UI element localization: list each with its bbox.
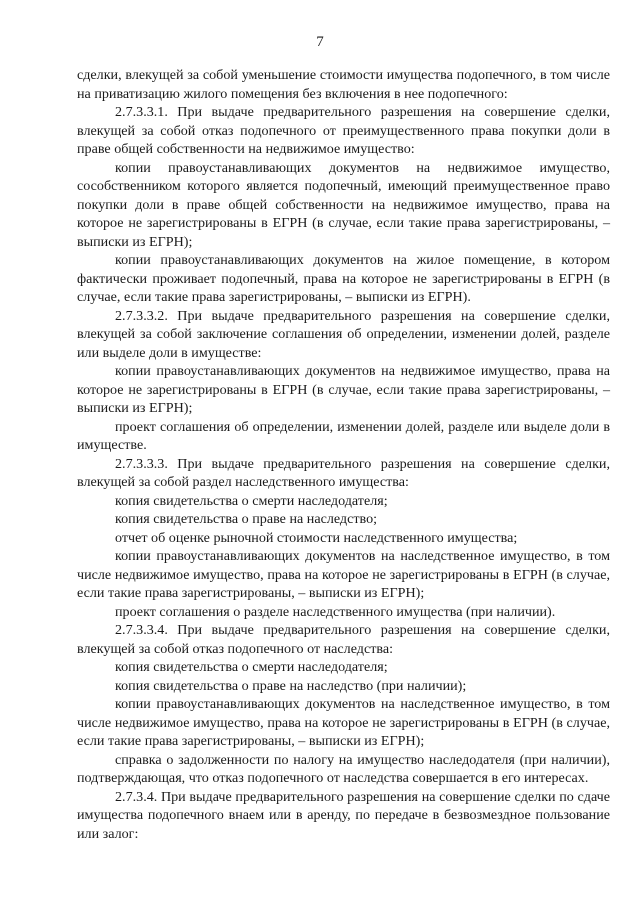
paragraph: 2.7.3.3.1. При выдаче предварительного разрешения на совершение сделки, влекущей за собой отказ подопечного от преимущественного права покупки доли в праве общей собственности на недвижимое имущество: (77, 104, 610, 157)
paragraph: сделки, влекущей за собой уменьшение стоимости имущества подопечного, в том числе на приватизацию жилого помещения без включения в нее подопечного: (77, 67, 610, 102)
paragraph: отчет об оценке рыночной стоимости наследственного имущества; (115, 529, 518, 546)
paragraph: 2.7.3.3.4. При выдаче предварительного разрешения на совершение сделки, влекущей за собой отказ подопечного от наследства: (77, 622, 610, 657)
paragraph: 2.7.3.4. При выдаче предварительного разрешения на совершение сделки по сдаче имущества подопечного внаем или в аренду, по передаче в безвозмездное пользование или залог: (77, 788, 610, 842)
paragraph: копия свидетельства о праве на наследство; (115, 511, 378, 527)
paragraph: копии правоустанавливающих документов на недвижимое имущество, права на которое не зарегистрированы в ЕГРН (в случае, если такие права зарегистрированы, – выписки из ЕГРН); (77, 363, 610, 416)
paragraph: копия свидетельства о смерти наследодателя; (115, 659, 388, 675)
paragraph: копия свидетельства о смерти наследодателя; (115, 492, 388, 509)
paragraph: 2.7.3.3.3. При выдаче предварительного разрешения на совершение сделки, влекущей за собой раздел наследственного имущества: (77, 455, 610, 490)
paragraph: копии правоустанавливающих документов на наследственное имущество, в том числе недвижимое имущество, права на которое не зарегистрированы в ЕГРН (в случае, если такие права зарегистрированы, – выписки из ЕГРН); (77, 696, 610, 749)
document-body (77, 66, 610, 843)
paragraph: копии правоустанавливающих документов на жилое помещение, в котором фактически проживает подопечный, права на которое не зарегистрированы в ЕГРН (в случае, если такие права зарегистрированы, – выписки из ЕГРН). (77, 252, 610, 305)
paragraph: проект соглашения об определении, изменении долей, разделе или выделе доли в имуществе. (77, 418, 610, 453)
paragraph: справка о задолженности по налогу на имущество наследодателя (при наличии), подтверждающая, что отказ подопечного от наследства совершается в его интересах. (77, 751, 610, 786)
paragraph: копия свидетельства о праве на наследство (при наличии); (115, 677, 467, 694)
paragraph: 2.7.3.3.2. При выдаче предварительного разрешения на совершение сделки, влекущей за собой заключение соглашения об определении, изменении долей, разделе или выделе доли в имуществе: (77, 307, 610, 361)
paragraph: копии правоустанавливающих документов на наследственное имущество, в том числе недвижимое имущество, права на которое не зарегистрированы в ЕГРН (в случае, если такие права зарегистрированы, – выписки из ЕГРН); (77, 548, 610, 601)
paragraph: копии правоустанавливающих документов на недвижимое имущество, сособственником которого является подопечный, имеющий преимущественное право покупки доли в праве общей собственности на недвижимое имущество, права на которое не зарегистрированы в ЕГРН (в случае, если такие права зарегистрированы, – выписки из ЕГРН); (77, 159, 610, 250)
page-number: 7 (316, 34, 324, 50)
paragraph: проект соглашения о разделе наследственного имущества (при наличии). (115, 603, 556, 620)
